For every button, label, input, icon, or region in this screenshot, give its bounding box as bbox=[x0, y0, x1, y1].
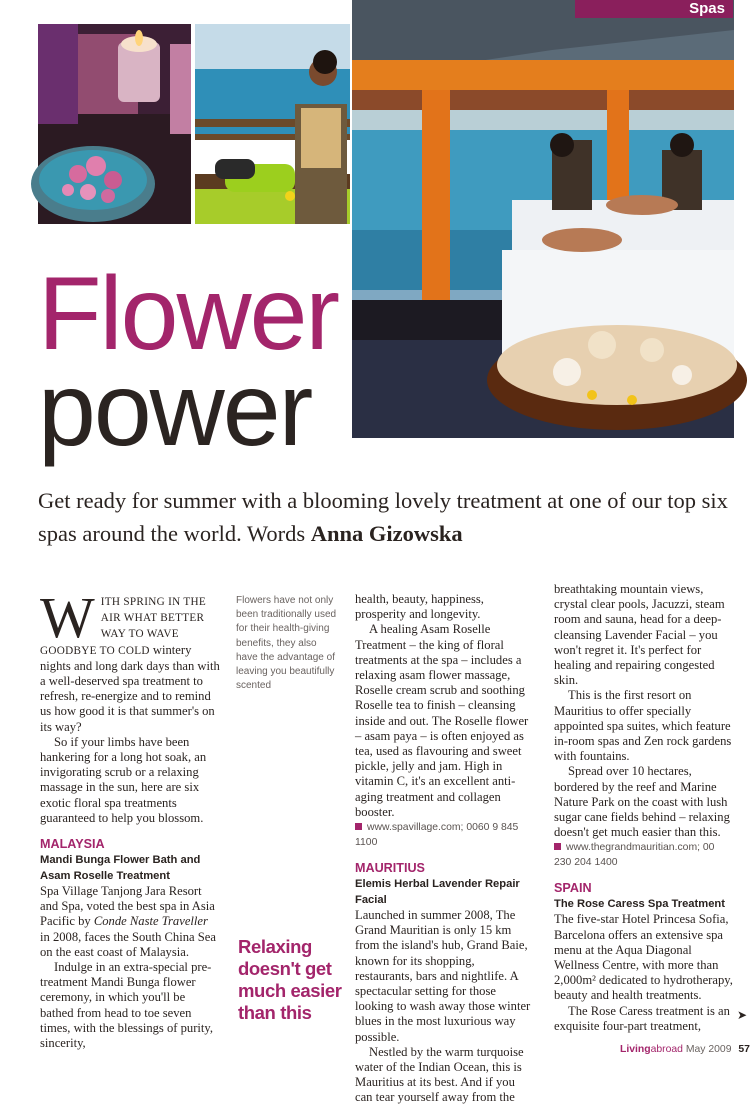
malaysia-paragraph-2-cont: health, beauty, happiness, prosperity and longevity. bbox=[355, 592, 484, 622]
malaysia-contact-text: www.spavillage.com; 0060 9 845 1100 bbox=[355, 822, 519, 849]
column-4 bbox=[554, 582, 734, 1034]
mauritius-contact bbox=[554, 840, 734, 870]
treatment-heading-spain: The Rose Caress Spa Treatment bbox=[554, 898, 725, 911]
country-heading-malaysia: MALAYSIA bbox=[40, 837, 105, 852]
malaysia-p1-a: Spa Village Tanjong Jara Resort and Spa, voted the best spa in Asia Pacific by bbox=[40, 884, 215, 929]
mauritius-paragraph-4: Spread over 10 hectares, bordered by the reef and Marine Nature Park on the coast with lush sugar cane fields behind – relaxing doesn't get much easier than this. bbox=[554, 764, 730, 840]
country-heading-mauritius: MAURITIUS bbox=[355, 861, 425, 876]
page-title-line-2: power bbox=[38, 352, 312, 468]
treatment-heading-mauritius: Elemis Herbal Lavender Repair Facial bbox=[355, 878, 520, 907]
treatment-heading-malaysia: Mandi Bunga Flower Bath and Asam Roselle Treatment bbox=[40, 854, 201, 883]
photo-massage-pavilion bbox=[352, 0, 734, 438]
footer-date: May 2009 bbox=[685, 1044, 732, 1055]
drop-cap: W bbox=[40, 585, 95, 650]
intro-lead-smallcaps: ITH SPRING IN THE AIR WHAT BETTER WAY TO WAVE GOODBYE TO COLD bbox=[40, 596, 207, 657]
intro-lead-rest: wintery nights and long dark days than with a well-deserved spa treatment to refresh, re-energize and to remind us how good it is that summer's on its way? bbox=[40, 642, 220, 734]
intro-paragraph bbox=[40, 585, 220, 735]
standfirst-text: Get ready for summer with a blooming lovely treatment at one of our top six spas around the world. Words bbox=[38, 488, 728, 546]
mauritius-paragraph-2: Nestled by the warm turquoise water of the Indian Ocean, this is Mauritius at its best. And if you can tear yourself away from the bbox=[355, 1044, 524, 1105]
footer-brand-living: Living bbox=[620, 1044, 651, 1055]
malaysia-p1-b: in 2008, faces the South China Sea on the east coast of Malaysia. bbox=[40, 929, 216, 959]
malaysia-paragraph-3: A healing Asam Roselle Treatment – the king of floral treatments at the spa – includes a relaxing asam flower massage, Roselle cream scrub and soothing Roselle tea to finish – cleansing inside and out. The Roselle flower – asam paya – is often enjoyed as tea, used as flavouring and sweet pickle, jelly and jam. High in vitamin C, it's an excellent anti-aging treatment and collagen booster. bbox=[355, 622, 529, 819]
column-3 bbox=[355, 592, 535, 1106]
standfirst bbox=[38, 484, 738, 550]
page-footer bbox=[620, 1044, 750, 1055]
bullet-icon bbox=[554, 843, 561, 850]
sidebar-note: Flowers have not only been traditionally used for their health-giving benefits, they also have the advantage of leaving you beautifully scented bbox=[236, 595, 337, 692]
page-title-line-1: Flower bbox=[38, 256, 339, 372]
section-tab: Spas bbox=[575, 0, 733, 18]
bullet-icon bbox=[355, 823, 362, 830]
intro-paragraph-2: So if your limbs have been hankering for a long hot soak, an invigorating scrub or a relaxing massage in the sun, here are six exotic floral spa treatments guaranteed to help you blossom. bbox=[40, 734, 207, 825]
footer-brand-abroad: abroad bbox=[650, 1044, 683, 1055]
malaysia-paragraph-2: Indulge in an extra-special pre-treatment Mandi Bunga flower ceremony, in which you'll be bathed from head to toe seven times, with the blessings of purity, sincerity, bbox=[40, 960, 214, 1051]
photo-candles-flower-bowl bbox=[38, 24, 191, 224]
mauritius-paragraph-2-cont: breathtaking mountain views, crystal clear pools, Jacuzzi, steam room and sauna, head for a deep-cleansing Lavender Facial – you won't regret it. It's perfect for healing and repairing congested skin. bbox=[554, 582, 725, 688]
mauritius-contact-text: www.thegrandmauritian.com; 00 230 204 1400 bbox=[554, 842, 715, 869]
country-heading-spain: SPAIN bbox=[554, 881, 592, 896]
malaysia-contact bbox=[355, 820, 535, 850]
continue-arrow-icon: ➤ bbox=[737, 1008, 748, 1022]
column-1 bbox=[40, 585, 220, 1051]
photo-therapist-ocean-deck bbox=[195, 24, 350, 224]
mauritius-paragraph-3: This is the first resort on Mauritius to offer specially appointed spa suites, which feature in-room spas and Zen rock gardens with fountains. bbox=[554, 688, 732, 764]
malaysia-paragraph-1 bbox=[40, 884, 220, 960]
page-number: 57 bbox=[738, 1044, 750, 1055]
pull-quote: Relaxing doesn't get much easier than this bbox=[238, 936, 342, 1023]
spain-paragraph-1: The five-star Hotel Princesa Sofia, Barcelona offers an extensive spa menu at the Aqua Diagonal Wellness Centre, with more than 2,000m² dedicated to hydrotherapy, beauty and health treatments. bbox=[554, 912, 733, 1003]
mauritius-paragraph-1: Launched in summer 2008, The Grand Mauritian is only 15 km from the island's hub, Grand Baie, known for its shopping, restaurants, bars and nightlife. A spectacular setting for those looking to wash away those winter blues in the most luxurious way possible. bbox=[355, 908, 531, 1044]
magazine-name: Conde Naste Traveller bbox=[93, 914, 208, 929]
column-2 bbox=[236, 594, 340, 693]
author-name: Anna Gizowska bbox=[310, 521, 463, 546]
spain-paragraph-2: The Rose Caress treatment is an exquisite four-part treatment, bbox=[554, 1003, 730, 1033]
